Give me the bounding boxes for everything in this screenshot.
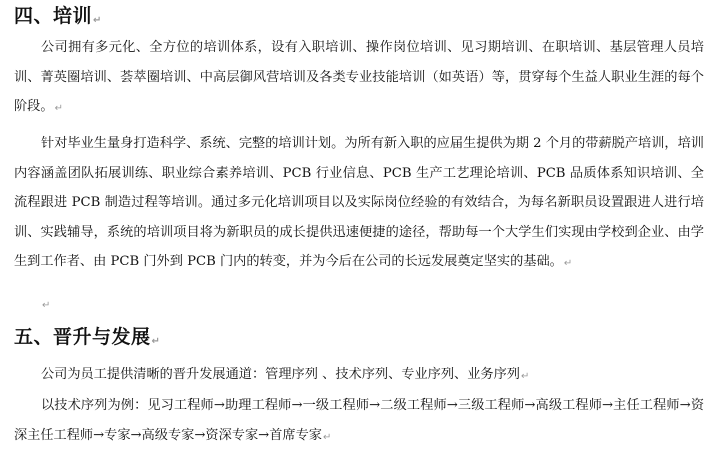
section-4-heading <box>14 5 102 32</box>
section-5-heading <box>14 326 160 353</box>
section-4-paragraph-1-text: 公司拥有多元化、全方位的培训体系，设有入职培训、操作岗位培训、见习期培训、在职培训、基层管理人员培训、菁英圈培训、荟萃圈培训、中高层御风营培训及各类专业技能培训（如英语）等，贯穿每个生益人职业生涯的每个阶段。 <box>14 40 704 115</box>
paragraph-mark-icon: ↵ <box>563 258 573 270</box>
paragraph-mark-icon: ↵ <box>42 300 51 311</box>
section-5-paragraph-2-text: 以技术序列为例：见习工程师→助理工程师→一级工程师→二级工程师→三级工程师→高级工程师→主任工程师→资深主任工程师→专家→高级专家→资深专家→首席专家 <box>14 398 705 443</box>
section-5-paragraph-1 <box>14 360 704 392</box>
paragraph-mark-icon: ↵ <box>520 371 530 382</box>
section-5-title: 五、晋升与发展 <box>14 326 151 348</box>
paragraph-mark-icon: ↵ <box>54 103 63 115</box>
section-5-paragraph-2 <box>14 391 704 452</box>
section-4-title: 四、培训 <box>14 5 93 27</box>
paragraph-mark-icon: ↵ <box>151 336 161 347</box>
section-5-paragraph-1-text: 公司为员工提供清晰的晋升发展通道：管理序列 、技术序列、专业序列、业务序列 <box>41 367 520 382</box>
section-4-paragraph-2-text: 针对毕业生量身打造科学、系统、完整的培训计划。为所有新入职的应届生提供为期 2 个月的带薪脱产培训，培训内容涵盖团队拓展训练、职业综合素养培训、PCB 行业信息、PCB 生产工艺理论培训、PCB 品质体系知识培训、全流程跟进 PCB 制造过程等培训。通过多元化培训项目以及实际岗位经验的有效结合，为每名新职员设置跟进人进行培训、实践辅导，系统的培训项目将为新职员的成长提供迅速便捷的途径，帮助每一个大学生们实现由学校到企业、由学生到工作者、由 PCB 门外到 PCB 门内的转变，并为今后在公司的长远发展奠定坚实的基础。 <box>14 136 704 270</box>
paragraph-mark-icon: ↵ <box>93 15 102 26</box>
paragraph-mark-icon: ↵ <box>322 431 332 443</box>
section-4-paragraph-2 <box>14 129 704 279</box>
empty-paragraph <box>41 292 50 312</box>
section-4-paragraph-1 <box>14 33 704 124</box>
